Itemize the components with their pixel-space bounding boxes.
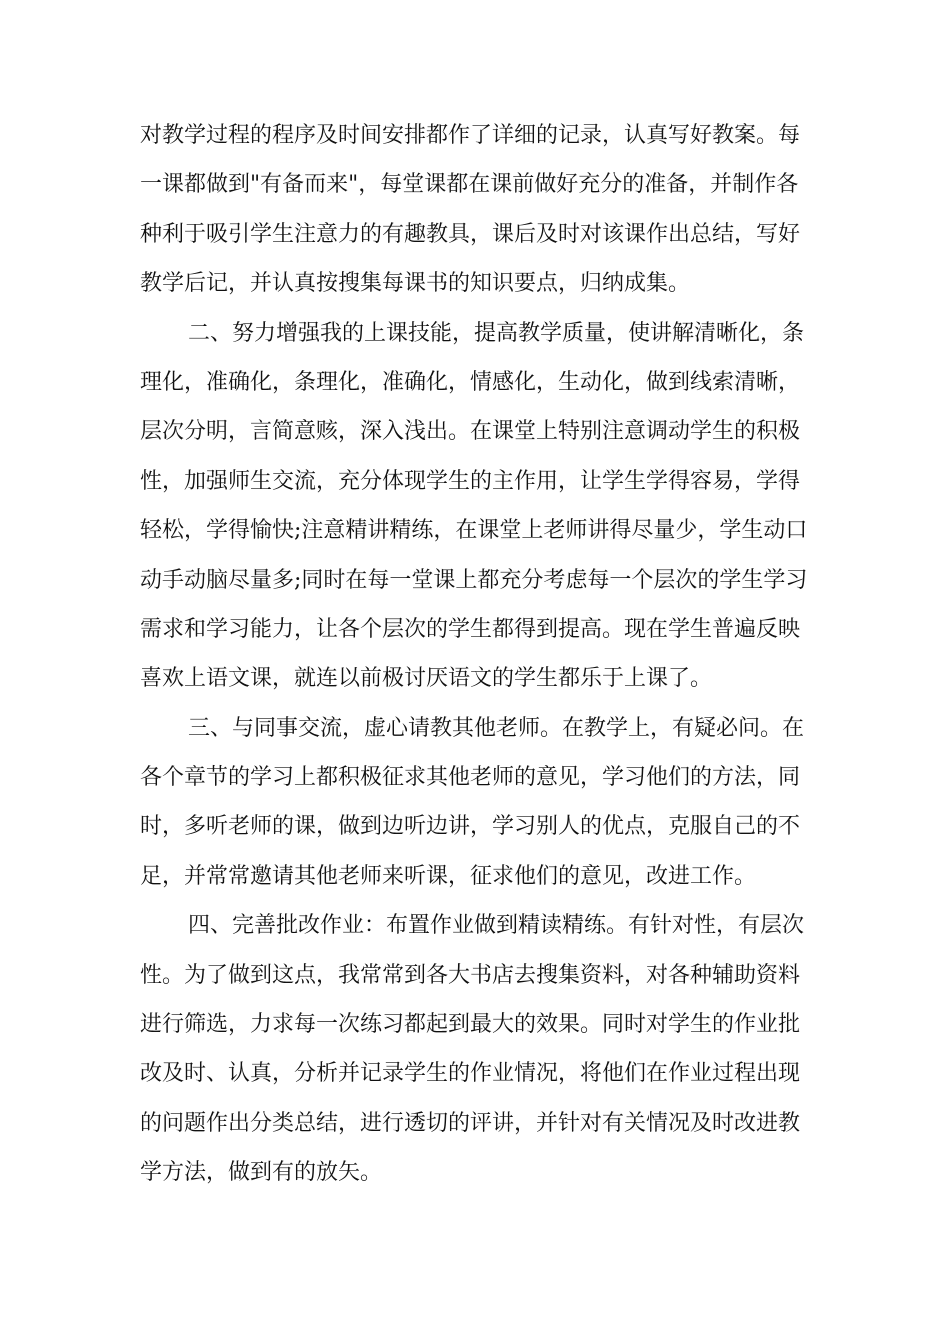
text-line: 改及时、认真，分析并记录学生的作业情况，将他们在作业过程出现 [140,1061,801,1087]
text-line: 教学后记，并认真按搜集每课书的知识要点，归纳成集。 [140,271,691,297]
text-line: 种利于吸引学生注意力的有趣教具，课后及时对该课作出总结，写好 [140,221,801,247]
text-line: 喜欢上语文课，就连以前极讨厌语文的学生都乐于上课了。 [140,666,713,692]
paragraph-start-line: 四、完善批改作业：布置作业做到精读精练。有针对性，有层次 [188,913,805,939]
text-line: 对教学过程的程序及时间安排都作了详细的记录，认真写好教案。每 [140,123,801,148]
text-line: 性，加强师生交流，充分体现学生的主作用，让学生学得容易，学得 [140,468,801,494]
paragraph-start-line: 二、努力增强我的上课技能，提高教学质量，使讲解清晰化，条 [188,320,805,346]
text-line: 学方法，做到有的放矢。 [140,1160,383,1186]
body-text [140,111,810,1198]
text-line: 时，多听老师的课，做到边听边讲，学习别人的优点，克服自己的不 [140,814,801,840]
text-line: 层次分明，言简意赅，深入浅出。在课堂上特别注意调动学生的积极 [140,419,801,445]
text-line: 的问题作出分类总结，进行透切的评讲，并针对有关情况及时改进教 [140,1110,801,1136]
text-line: 轻松，学得愉快;注意精讲精练，在课堂上老师讲得尽量少，学生动口 [140,518,808,544]
text-line: 理化，准确化，条理化，准确化，情感化，生动化，做到线索清晰， [140,369,801,395]
text-line: 足，并常常邀请其他老师来听课，征求他们的意见，改进工作。 [140,863,757,889]
text-line: 各个章节的学习上都积极征求其他老师的意见，学习他们的方法，同 [140,765,801,791]
text-line: 动手动脑尽量多;同时在每一堂课上都充分考虑每一个层次的学生学习 [140,567,808,593]
text-line: 进行筛选，力求每一次练习都起到最大的效果。同时对学生的作业批 [140,1012,801,1038]
text-line: 一课都做到"有备而来"，每堂课都在课前做好充分的准备，并制作各 [140,172,799,198]
text-line: 性。为了做到这点，我常常到各大书店去搜集资料，对各种辅助资料 [140,962,801,988]
paragraph-start-line: 三、与同事交流，虚心请教其他老师。在教学上，有疑必问。在 [188,715,805,741]
text-line: 需求和学习能力，让各个层次的学生都得到提高。现在学生普遍反映 [140,616,801,642]
